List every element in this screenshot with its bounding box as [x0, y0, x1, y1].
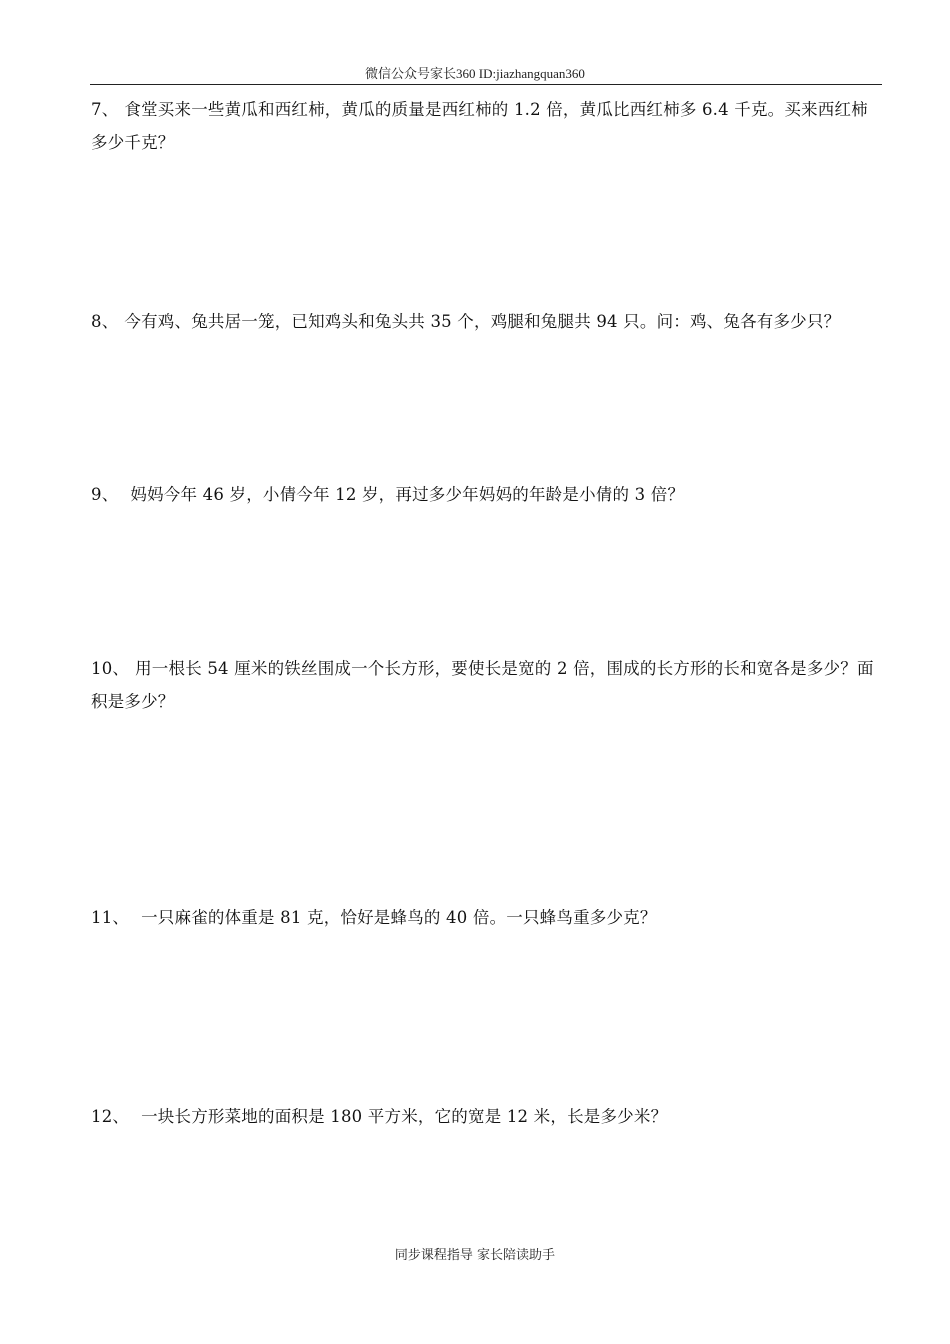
- question-11: [91, 901, 883, 934]
- question-number: 10、: [91, 659, 130, 678]
- question-number: 11、: [91, 908, 130, 927]
- question-text: 一块长方形菜地的面积是 180 平方米，它的宽是 12 米，长是多少米？: [141, 1107, 668, 1126]
- question-number: 9、: [91, 485, 119, 504]
- question-number: 12、: [91, 1107, 130, 1126]
- question-12: [91, 1100, 883, 1133]
- header-divider: [90, 84, 882, 85]
- question-9: [91, 478, 883, 511]
- question-text: 食堂买来一些黄瓜和西红柿，黄瓜的质量是西红柿的 1.2 倍，黄瓜比西红柿多 6.4 千克。买来西红柿多少千克？: [91, 100, 868, 152]
- question-number: 7、: [91, 100, 119, 119]
- question-8: [91, 305, 883, 338]
- question-text: 妈妈今年 46 岁，小倩今年 12 岁，再过多少年妈妈的年龄是小倩的 3 倍？: [130, 485, 685, 504]
- question-text: 用一根长 54 厘米的铁丝围成一个长方形，要使长是宽的 2 倍，围成的长方形的长和宽各是多少？面积是多少？: [91, 659, 874, 711]
- question-7: [91, 93, 883, 159]
- question-text: 今有鸡、兔共居一笼，已知鸡头和兔头共 35 个，鸡腿和兔腿共 94 只。问：鸡、兔各有多少只？: [124, 312, 841, 331]
- question-number: 8、: [91, 312, 119, 331]
- page-header: 微信公众号家长360 ID:jiazhangquan360: [365, 66, 585, 81]
- page-footer: 同步课程指导 家长陪读助手: [394, 1248, 556, 1263]
- question-text: 一只麻雀的体重是 81 克，恰好是蜂鸟的 40 倍。一只蜂鸟重多少克？: [141, 908, 657, 927]
- question-10: [91, 652, 883, 718]
